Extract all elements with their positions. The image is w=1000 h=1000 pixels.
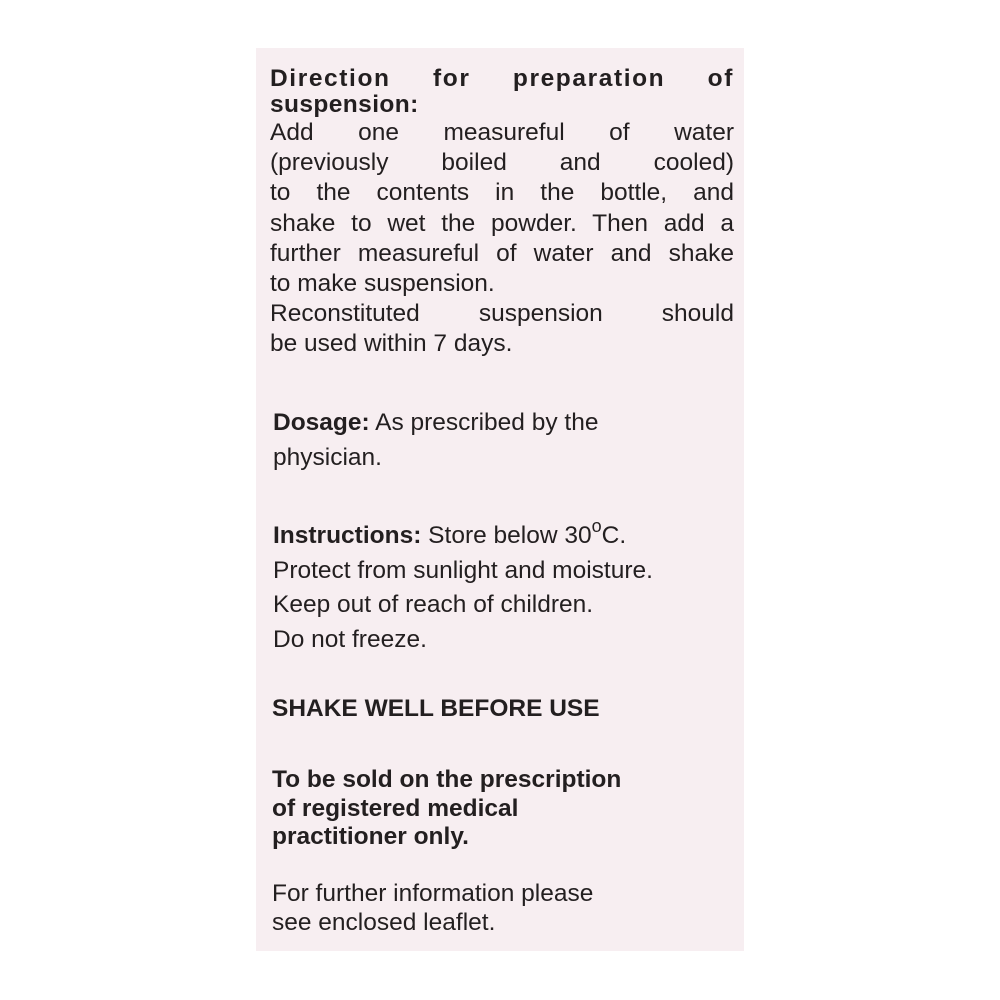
instructions-line-1 xyxy=(273,516,737,554)
instructions-line: Keep out of reach of children. xyxy=(273,591,594,618)
dosage-line-1 xyxy=(273,406,737,441)
reconstituted-line-2: be used within 7 days. xyxy=(270,330,513,358)
instructions-line: Do not freeze. xyxy=(273,625,427,653)
prescription-line: practitioner only. xyxy=(272,823,469,850)
shake-warning: SHAKE WELL BEFORE USE xyxy=(272,695,600,722)
further-info xyxy=(272,880,736,937)
direction-body-line: shake to wet the powder. Then add a xyxy=(270,209,734,237)
prescription-notice xyxy=(272,766,736,852)
direction-heading-line-2: suspension: xyxy=(270,92,419,118)
direction-section xyxy=(270,66,734,360)
instructions-label: Instructions: xyxy=(273,522,422,549)
instructions-section xyxy=(273,516,737,657)
direction-body-line: to the contents in the bottle, and xyxy=(270,179,734,207)
prescription-line: To be sold on the prescription xyxy=(272,766,622,793)
dosage-line-2: physician. xyxy=(273,443,382,471)
direction-body-line: (previously boiled and cooled) xyxy=(270,149,734,177)
further-info-line: see enclosed leaflet. xyxy=(272,908,496,936)
reconstituted-line-1: Reconstituted suspension should xyxy=(270,300,734,328)
label-panel xyxy=(256,48,744,951)
dosage-text: As prescribed by the xyxy=(369,409,599,436)
prescription-line: of registered medical xyxy=(272,794,519,822)
dosage-label: Dosage: xyxy=(273,409,370,436)
dosage-section xyxy=(273,406,737,475)
store-suffix: C. xyxy=(601,522,627,549)
further-info-line: For further information please xyxy=(272,880,594,907)
direction-body-line: further measureful of water and shake xyxy=(270,239,734,267)
instructions-line: Protect from sunlight and moisture. xyxy=(273,556,653,584)
degree-symbol: o xyxy=(591,516,602,536)
direction-body-last-line: to make suspension. xyxy=(270,269,495,297)
store-prefix: Store below 30 xyxy=(421,522,592,549)
direction-heading-line-1: Direction for preparation of xyxy=(270,66,734,92)
direction-body-line: Add one measureful of water xyxy=(270,119,734,146)
